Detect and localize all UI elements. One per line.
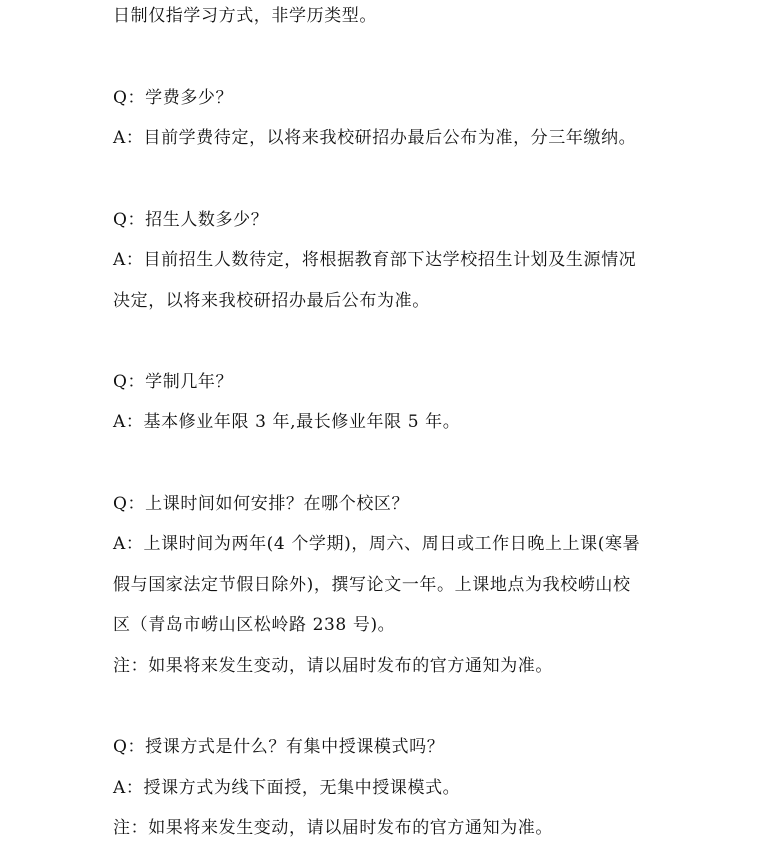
text-line: 日制仅指学习方式，非学历类型。 <box>113 6 377 26</box>
answer-teaching-mode: A：授课方式为线下面授，无集中授课模式。 <box>113 778 461 798</box>
answer-schedule-cont: 区（青岛市崂山区松岭路 238 号)。 <box>113 615 396 635</box>
note-schedule: 注：如果将来发生变动，请以届时发布的官方通知为准。 <box>113 656 553 676</box>
answer-enrollment-cont: 决定，以将来我校研招办最后公布为准。 <box>113 291 430 311</box>
question-fee: Q：学费多少？ <box>113 88 234 108</box>
note-teaching-mode: 注：如果将来发生变动，请以届时发布的官方通知为准。 <box>113 818 553 838</box>
answer-duration: A：基本修业年限 3 年,最长修业年限 5 年。 <box>113 412 461 432</box>
question-duration: Q：学制几年？ <box>113 372 234 392</box>
question-enrollment: Q：招生人数多少？ <box>113 210 269 230</box>
answer-schedule-cont: 假与国家法定节假日除外)，撰写论文一年。上课地点为我校崂山校 <box>113 575 631 595</box>
answer-enrollment: A：目前招生人数待定，将根据教育部下达学校招生计划及生源情况 <box>113 250 637 270</box>
question-teaching-mode: Q：授课方式是什么？有集中授课模式吗？ <box>113 737 445 757</box>
answer-schedule: A：上课时间为两年(4 个学期)，周六、周日或工作日晚上上课(寒暑 <box>113 534 641 554</box>
answer-fee: A：目前学费待定，以将来我校研招办最后公布为准，分三年缴纳。 <box>113 128 637 148</box>
question-schedule: Q：上课时间如何安排？在哪个校区？ <box>113 494 410 514</box>
